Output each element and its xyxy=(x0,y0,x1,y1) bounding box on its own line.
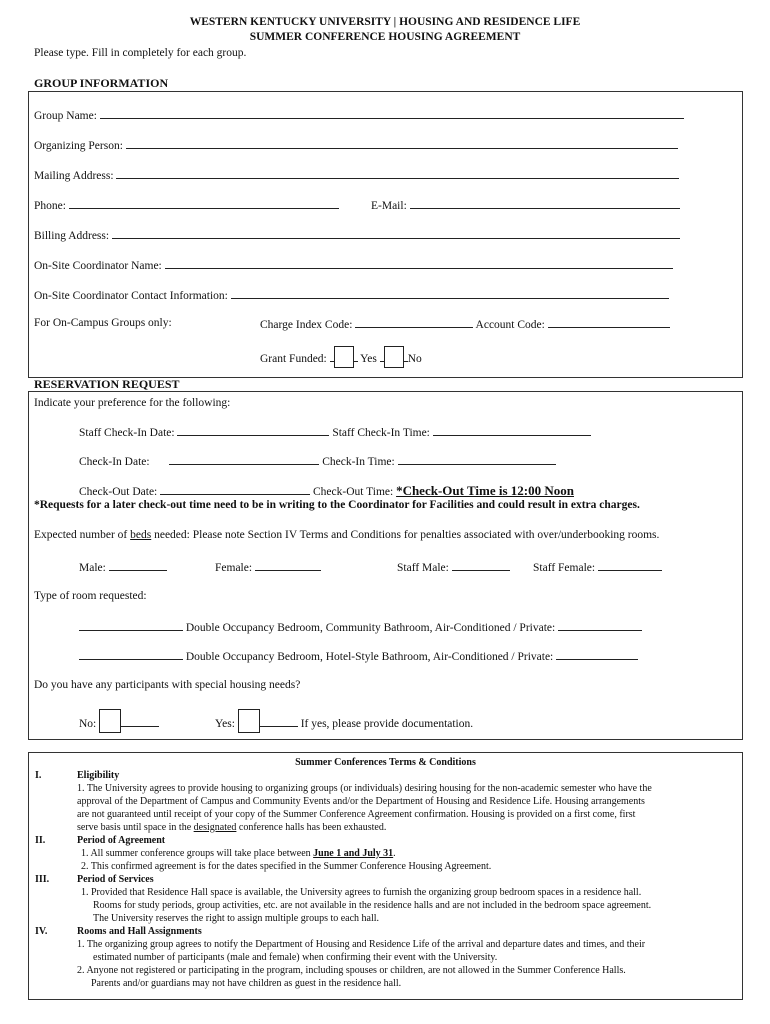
section-4-number: IV. xyxy=(35,926,48,937)
group-name-row xyxy=(34,108,684,122)
terms-box xyxy=(28,752,743,1000)
female-label: Female: xyxy=(215,562,253,574)
billing-address-row xyxy=(34,228,680,242)
account-code-label: Account Code: xyxy=(475,319,545,331)
form-title: SUMMER CONFERENCE HOUSING AGREEMENT xyxy=(249,31,521,43)
section-1: Eligibility 1. The University agrees to provide housing to organizing groups (or individuals) desiring housing for the non-academic semester who have the approval of the Department of Campus and Community Events and/or the Department of Housing and Residence Life. Housing arrangements are not guaranteed until receipt of your copy of the Summer Conference Agreement confirmation. Housing is provided on a first come, first serve basis until space in the designated conference halls has been exhausted. xyxy=(77,770,652,833)
staff-checkin-time-field[interactable] xyxy=(433,425,591,436)
oncampus-label: For On-Campus Groups only: xyxy=(34,317,172,329)
male-field[interactable] xyxy=(109,560,167,571)
phone-label: Phone: xyxy=(34,200,66,212)
onsite-name-row xyxy=(34,258,673,272)
expected-beds-text: Expected number of beds needed: Please note Section IV Terms and Conditions for penalties associated with over/underbooking rooms. xyxy=(34,529,660,541)
checkout-time-label: Check-Out Time: xyxy=(313,486,394,498)
documentation-note: If yes, please provide documentation. xyxy=(300,718,474,730)
section-3: Period of Services 1. Provided that Residence Hall space is available, the University agrees to furnish the organizing group bedroom spaces in a residence hall. Rooms for study periods, group activities, etc. are not available in the residence halls and are not included in the bedroom space agreement. The University reserves the right to assign multiple groups to each hall. xyxy=(77,874,652,924)
room-option-2-private-field[interactable] xyxy=(556,649,638,660)
reservation-instructions: Indicate your preference for the following: xyxy=(34,397,231,409)
charge-index-label: Charge Index Code: xyxy=(260,319,353,331)
room-type-label: Type of room requested: xyxy=(34,590,147,602)
checkout-row xyxy=(79,483,574,499)
room-option-1-field[interactable] xyxy=(79,620,183,631)
room-option-1: Double Occupancy Bedroom, Community Bathroom, Air-Conditioned / Private: xyxy=(79,620,642,634)
account-code-field[interactable] xyxy=(548,317,670,328)
special-no-checkbox[interactable] xyxy=(99,709,121,733)
organizing-person-field[interactable] xyxy=(126,138,678,149)
onsite-contact-label: On-Site Coordinator Contact Information: xyxy=(34,290,228,302)
phone-field[interactable] xyxy=(69,198,339,209)
checkin-row xyxy=(79,454,556,468)
mailing-address-field[interactable] xyxy=(116,168,679,179)
terms-title: Summer Conferences Terms & Conditions xyxy=(295,757,476,768)
staff-male-label: Staff Male: xyxy=(397,562,449,574)
female-row xyxy=(215,560,321,574)
staff-checkin-date-label: Staff Check-In Date: xyxy=(79,427,175,439)
organizing-person-label: Organizing Person: xyxy=(34,140,123,152)
onsite-contact-row xyxy=(34,288,669,302)
group-info-heading: GROUP INFORMATION xyxy=(34,76,169,90)
grant-yes-checkbox[interactable] xyxy=(334,346,354,368)
section-2: Period of Agreement 1. All summer conference groups will take place between June 1 and July 31. 2. This confirmed agreement is for the dates specified in the Summer Conference Housing Agreement. xyxy=(77,835,492,872)
billing-address-label: Billing Address: xyxy=(34,230,110,242)
charge-index-row xyxy=(260,317,670,331)
special-no-row xyxy=(79,709,159,733)
instructions: Please type. Fill in completely for each group. xyxy=(34,47,247,59)
reservation-heading: RESERVATION REQUEST xyxy=(34,377,180,391)
mailing-address-label: Mailing Address: xyxy=(34,170,114,182)
university-title: WESTERN KENTUCKY UNIVERSITY | HOUSING AND RESIDENCE LIFE xyxy=(189,16,581,28)
special-needs-question: Do you have any participants with special housing needs? xyxy=(34,679,301,691)
staff-male-row xyxy=(397,560,510,574)
room-option-2: Double Occupancy Bedroom, Hotel-Style Bathroom, Air-Conditioned / Private: xyxy=(79,649,638,663)
staff-female-label: Staff Female: xyxy=(533,562,596,574)
phone-row xyxy=(34,198,339,212)
special-yes-row xyxy=(215,709,473,733)
special-yes-checkbox[interactable] xyxy=(238,709,260,733)
staff-checkin-date-field[interactable] xyxy=(177,425,329,436)
special-no-label: No: xyxy=(79,718,97,730)
checkin-time-label: Check-In Time: xyxy=(322,456,395,468)
section-2-number: II. xyxy=(35,835,46,846)
grant-yes-label: Yes xyxy=(360,353,377,365)
staff-female-field[interactable] xyxy=(598,560,662,571)
female-field[interactable] xyxy=(255,560,321,571)
checkin-date-label: Check-In Date: xyxy=(79,456,150,468)
room-option-1-private-field[interactable] xyxy=(558,620,642,631)
organizing-person-row xyxy=(34,138,678,152)
group-name-label: Group Name: xyxy=(34,110,97,122)
special-yes-label: Yes: xyxy=(215,718,235,730)
checkout-date-field[interactable] xyxy=(160,484,310,495)
checkout-notice: *Check-Out Time is 12:00 Noon xyxy=(396,483,574,498)
staff-female-row xyxy=(533,560,662,574)
email-row xyxy=(371,198,680,212)
checkout-date-label: Check-Out Date: xyxy=(79,486,158,498)
billing-address-field[interactable] xyxy=(112,228,680,239)
section-4: Rooms and Hall Assignments 1. The organizing group agrees to notify the Department of Housing and Residence Life of the arrival and departure dates and times, and their estimated number of participants (male and female) when confirming their event with the University. 2. Anyone not registered or participating in the program, including spouses or children, are not allowed in the Summer Conference Halls. Parents and/or guardians may not have children as guest in the residence hall. xyxy=(77,926,646,989)
grant-no-checkbox[interactable] xyxy=(384,346,404,368)
male-label: Male: xyxy=(79,562,106,574)
staff-checkin-time-label: Staff Check-In Time: xyxy=(332,427,430,439)
mailing-address-row xyxy=(34,168,679,182)
staff-checkin-row xyxy=(79,425,591,439)
onsite-contact-field[interactable] xyxy=(231,288,669,299)
checkin-date-field[interactable] xyxy=(169,454,319,465)
room-option-2-field[interactable] xyxy=(79,649,183,660)
email-label: E-Mail: xyxy=(371,200,407,212)
email-field[interactable] xyxy=(410,198,680,209)
male-row xyxy=(79,560,167,574)
section-1-number: I. xyxy=(35,770,42,781)
grant-funded-label: Grant Funded: xyxy=(260,353,327,365)
grant-funded-row xyxy=(260,346,422,368)
onsite-name-label: On-Site Coordinator Name: xyxy=(34,260,162,272)
onsite-name-field[interactable] xyxy=(165,258,673,269)
checkin-time-field[interactable] xyxy=(398,454,556,465)
group-name-field[interactable] xyxy=(100,108,684,119)
charge-index-field[interactable] xyxy=(355,317,473,328)
section-3-number: III. xyxy=(35,874,50,885)
late-checkout-notice: *Requests for a later check-out time need to be in writing to the Coordinator for Facilities and could result in extra charges. xyxy=(34,499,640,511)
grant-no-label: No xyxy=(407,353,422,365)
staff-male-field[interactable] xyxy=(452,560,510,571)
